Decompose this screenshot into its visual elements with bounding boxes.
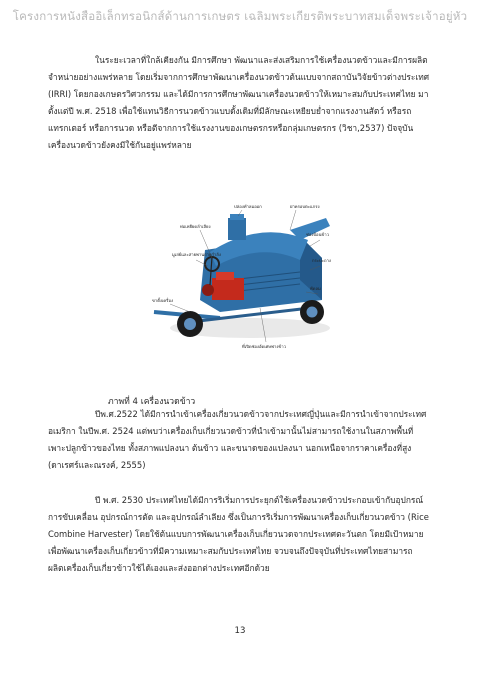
paragraph-line: เพาะปลูกข้าวของไทย ทั้งสภาพแปลงนา ต้นข้าว และขนาดของแปลงนา นอกเหนือจากราคาเครื่องที่สูง (48, 443, 412, 453)
paragraph-line: ตั้งแต่ปี พ.ศ. 2518 เพื่อใช้แทนวิธีการนวดข้าวแบบดั้งเดิมที่มีลักษณะเหยียบย่ำจากแรงงานสัตว์ หรือรถ (48, 106, 412, 116)
label-right-3: พัดลม (310, 286, 321, 291)
label-top-right: ฝาครอบตะแกรง (290, 204, 320, 209)
paragraph-1 (48, 52, 452, 154)
paragraph-line: Combine Harvester) โดยใช้ต้นแบบการพัฒนาเครื่องเก็บเกี่ยวนวดจากประเทศตะวันตก โดยมีเป้าหมาย (48, 529, 424, 539)
paragraph-line: จำหน่ายอย่างแพร่หลาย โดยเริ่มจากการศึกษาพัฒนาเครื่องนวดข้าวต้นแบบจากสถาบันวิจัยข้าวต่างประเทศ (48, 72, 430, 82)
label-left-2: มูเล่ย์และสายพานถ่ายกำลัง (172, 252, 221, 257)
paragraph-line: ปีพ.ศ.2522 ได้มีการนำเข้าเครื่องเกี่ยวนวดข้าวจากประเทศญี่ปุ่นและมีการนำเข้าจากประเทศ (95, 409, 427, 419)
paragraph-line: ในระยะเวลาที่ใกล้เคียงกัน มีการศึกษา พัฒนาและส่งเสริมการใช้เครื่องนวดข้าวและมีการผลิต (95, 55, 428, 65)
label-left-1: ท่อเหยียดลำเลียง (180, 224, 211, 229)
threshing-machine-figure (150, 200, 335, 360)
page-header: โครงการหนังสืออิเล็กทรอนิกส์ด้านการเกษตร เฉลิมพระเกียรติพระบาทสมเด็จพระเจ้าอยู่หัว (12, 9, 468, 23)
paragraph-line: เครื่องนวดข้าวยังคงมีใช้กันอยู่แพร่หลาย (48, 140, 192, 150)
threshing-machine-image (150, 200, 335, 360)
paragraph-line: (ดาเรศร์และณรงค์, 2555) (48, 460, 146, 470)
paragraph-line: ปี พ.ศ. 2530 ประเทศไทยได้มีการริเริ่มการประยุกต์ใช้เครื่องนวดข้าวประกอบเข้ากับอุปกรณ์ (95, 495, 424, 505)
label-top-left: ปล่องทำลมออก (234, 204, 262, 209)
paragraph-2 (48, 406, 452, 474)
paragraph-3 (48, 492, 452, 577)
paragraph-line: อเมริกา ในปีพ.ศ. 2524 แต่พบว่าเครื่องเก็บเกี่ยวนวดข้าวที่นำเข้ามานั้นไม่สามารถใช้งานในสภาพพื้นที่ (48, 426, 414, 436)
label-bottom: ที่เปิดช่องอัดเศษฟางข้าว (242, 344, 286, 349)
page-number: 13 (234, 626, 246, 636)
label-right-2: กระบะถาง (312, 258, 331, 263)
paragraph-line: (IRRI) โดยกองเกษตรวิศวกรรม และได้มีการการศึกษาพัฒนาเครื่องนวดข้าวให้เหมาะสมกับประเทศไทย มา (48, 89, 429, 99)
paragraph-line: เพื่อพัฒนาเครื่องเก็บเกี่ยวข้าวที่มีความเหมาะสมกับประเทศไทย จวบจนถึงปัจจุบันที่ประเทศไทยสามารถ (48, 546, 413, 556)
paragraph-line: ผลิตเครื่องเก็บเกี่ยวข้าวใช้ได้เองและส่งออกต่างประเทศอีกด้วย (48, 563, 270, 573)
paragraph-line: แทรกเตอร์ หรือการนวด หรือตีจากการใช้แรงงานของเกษตรกรหรือกลุ่มเกษตรกร (วิชา,2537) ปัจจุบัน (48, 123, 414, 133)
label-right-1: ช่องป้อนข้าว (306, 232, 330, 237)
label-left-3: ขาตั้งเครื่อง (152, 298, 174, 303)
figure-caption: ภาพที่ 4 เครื่องนวดข้าว (108, 397, 196, 407)
paragraph-line: การขับเคลื่อน อุปกรณ์การตัด และอุปกรณ์ลำเลียง ซึ่งเป็นการริเริ่มการพัฒนาเครื่องเก็บเกี่ยวนวดข้าว (Rice (48, 512, 429, 522)
